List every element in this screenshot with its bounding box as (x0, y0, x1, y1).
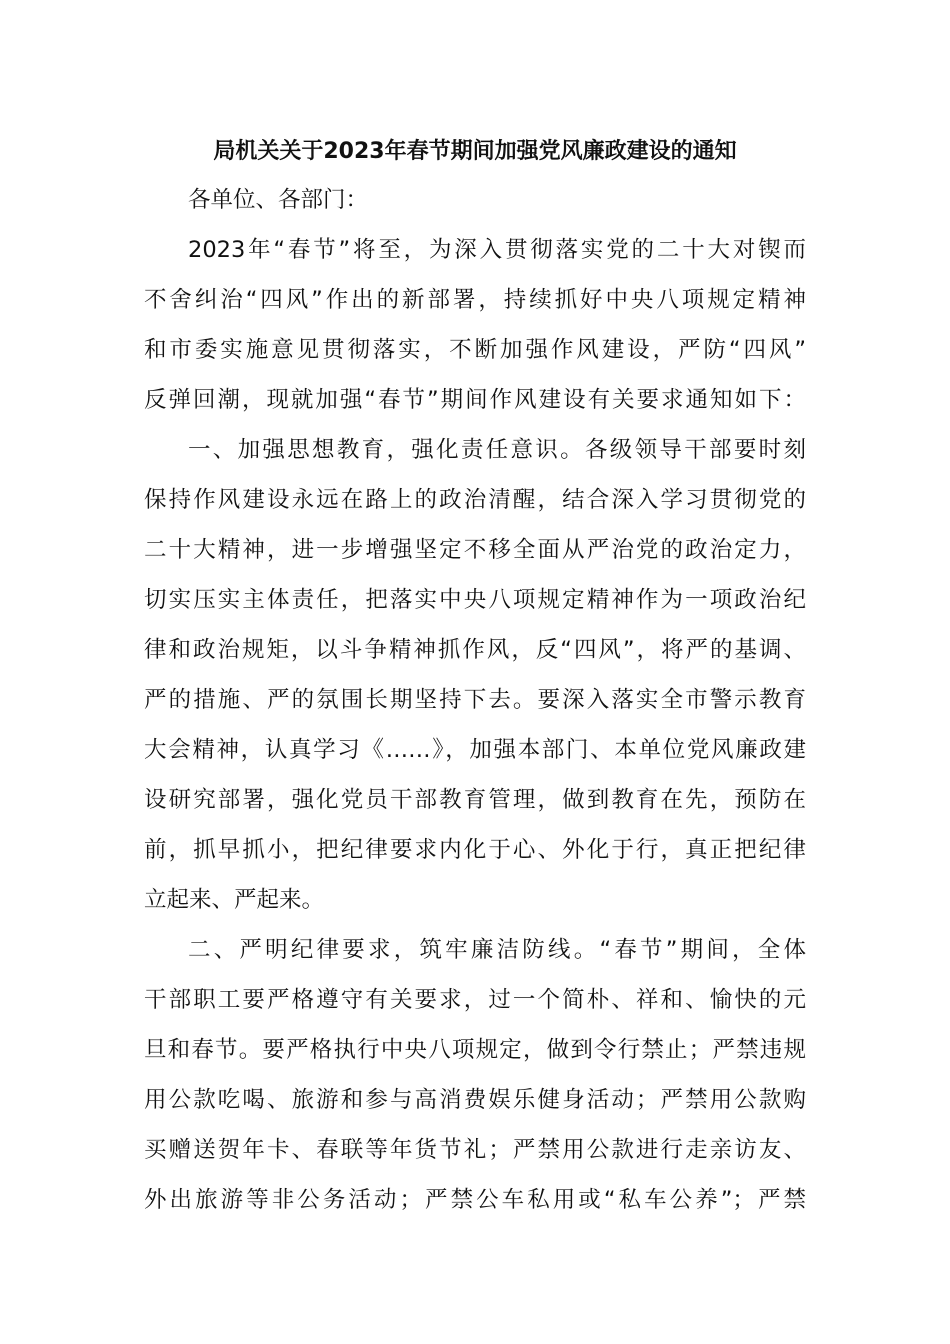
paragraph-line: 旦和春节。要严格执行中央八项规定，做到令行禁止；严禁违规 (144, 1037, 806, 1063)
paragraph-line: 一、加强思想教育，强化责任意识。各级领导干部要时刻 (188, 437, 806, 463)
paragraph-line: 保持作风建设永远在路上的政治清醒，结合深入学习贯彻党的 (144, 487, 806, 513)
paragraph-line: 干部职工要严格遵守有关要求，过一个简朴、祥和、愉快的元 (144, 987, 806, 1013)
paragraph-line: 二十大精神，进一步增强坚定不移全面从严治党的政治定力， (144, 537, 806, 563)
salutation: 各单位、各部门： (188, 187, 369, 213)
paragraph-line: 严的措施、严的氛围长期坚持下去。要深入落实全市警示教育 (144, 687, 806, 713)
paragraph-line: 反弹回潮，现就加强“春节”期间作风建设有关要求通知如下： (144, 387, 806, 413)
paragraph-line: 2023年“春节”将至，为深入贯彻落实党的二十大对锲而 (188, 237, 806, 263)
paragraph-line: 二、严明纪律要求，筑牢廉洁防线。“春节”期间，全体 (188, 937, 806, 963)
paragraph-line: 立起来、严起来。 (144, 887, 325, 913)
paragraph-line: 前，抓早抓小，把纪律要求内化于心、外化于行，真正把纪律 (144, 837, 806, 863)
paragraph-line: 用公款吃喝、旅游和参与高消费娱乐健身活动；严禁用公款购 (144, 1087, 806, 1113)
paragraph-line: 外出旅游等非公务活动；严禁公车私用或“私车公养”；严禁 (144, 1187, 806, 1213)
paragraph-line: 设研究部署，强化党员干部教育管理，做到教育在先，预防在 (144, 787, 806, 813)
paragraph-line: 和市委实施意见贯彻落实，不断加强作风建设，严防“四风” (144, 337, 806, 363)
paragraph-line: 律和政治规矩，以斗争精神抓作风，反“四风”，将严的基调、 (144, 637, 806, 663)
document-title: 局机关关于2023年春节期间加强党风廉政建设的通知 (213, 139, 737, 164)
paragraph-line: 不舍纠治“四风”作出的新部署，持续抓好中央八项规定精神 (144, 287, 806, 313)
paragraph-line: 买赠送贺年卡、春联等年货节礼；严禁用公款进行走亲访友、 (144, 1137, 806, 1163)
paragraph-line: 切实压实主体责任，把落实中央八项规定精神作为一项政治纪 (144, 587, 806, 613)
paragraph-line: 大会精神，认真学习《……》，加强本部门、本单位党风廉政建 (144, 737, 806, 763)
